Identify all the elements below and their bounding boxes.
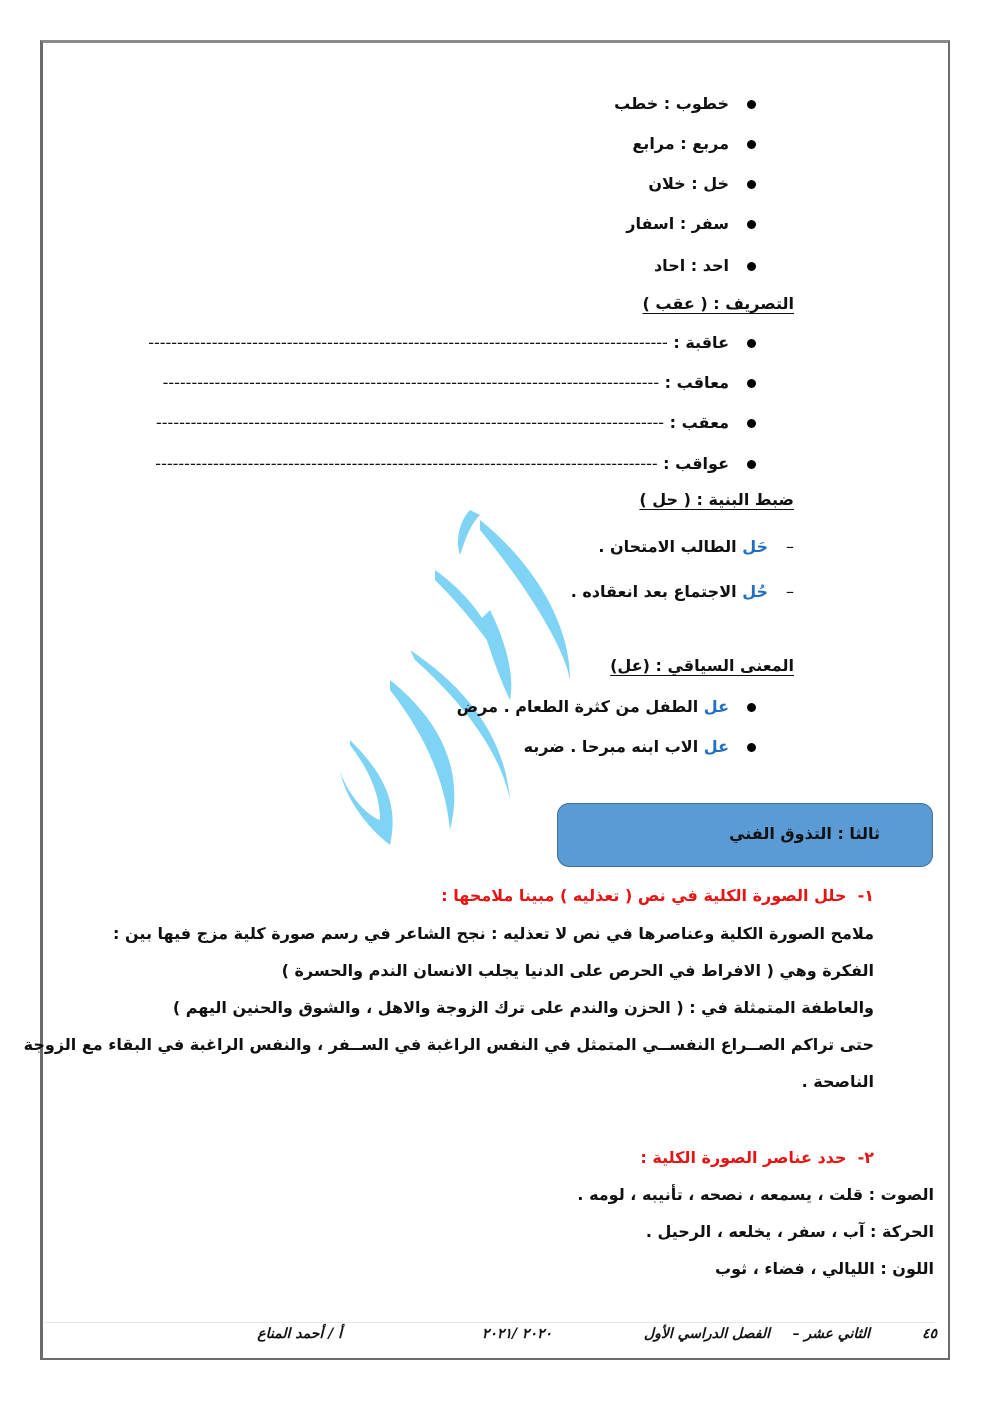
- sentence-text: الطفل من كثرة الطعام . مرض: [456, 697, 699, 716]
- list-item: [571, 582, 794, 601]
- bullet-icon: [747, 140, 756, 149]
- list-item: [155, 454, 756, 473]
- list-item: [598, 537, 794, 556]
- plural-text: خطوب : خطب: [614, 94, 729, 113]
- list-item: [148, 333, 756, 352]
- structure-heading: ضبط البنية : ( حل ): [639, 490, 794, 509]
- context-meaning-heading: المعنى السياقي : (عل): [610, 656, 794, 675]
- bullet-icon: [747, 703, 756, 712]
- conjugation-label: عاقبة :: [673, 333, 729, 352]
- answer-blank[interactable]: ------------------------------------------------------------------------------------------: [148, 333, 668, 352]
- answer-line: الصوت : قلت ، يسمعه ، نصحه ، تأنيبه ، لومه .: [577, 1185, 934, 1204]
- bullet-icon: [747, 460, 756, 469]
- footer-term: الفصل الدراسي الأول: [643, 1326, 770, 1342]
- answer-line: الفكرة وهي ( الافراط في الحرص على الدنيا يجلب الانسان الندم والحسرة ): [281, 961, 874, 980]
- list-item: [457, 697, 756, 716]
- footer-grade: الثاني عشر –: [792, 1326, 870, 1342]
- footer-divider: [45, 1322, 935, 1323]
- bullet-icon: [747, 379, 756, 388]
- list-item: [524, 737, 756, 756]
- plural-text: احد : احاد: [653, 256, 729, 275]
- bullet-icon: [747, 262, 756, 271]
- bullet-icon: [747, 180, 756, 189]
- list-item: [632, 134, 756, 153]
- bullet-icon: [747, 419, 756, 428]
- section-title: ثالثا : التذوق الفني: [729, 824, 880, 843]
- answer-line: حتى تراكم الصــراع النفســي المتمثل في النفس الراغبة في الســفر ، والنفس الراغبة في البقاء مع الزوجة: [23, 1035, 874, 1054]
- dash-icon: –: [786, 582, 794, 601]
- bullet-icon: [747, 100, 756, 109]
- bullet-icon: [747, 743, 756, 752]
- question-text: حلل الصورة الكلية في نص ( تعذليه ) مبينا ملامحها :: [441, 886, 847, 905]
- answer-line: ملامح الصورة الكلية وعناصرها في نص لا تعذليه : نجح الشاعر في رسم صورة كلية مزج فيها بين :: [113, 924, 874, 943]
- bullet-icon: [747, 220, 756, 229]
- answer-blank[interactable]: ----------------------------------------------------------------------------------------: [156, 413, 665, 432]
- conjugation-heading: التصريف : ( عقب ): [642, 294, 794, 313]
- question-number: ٢-: [857, 1148, 874, 1167]
- conjugation-label: معاقب :: [664, 373, 729, 392]
- answer-line: اللون : الليالي ، فضاء ، ثوب: [715, 1259, 934, 1278]
- question-text: حدد عناصر الصورة الكلية :: [640, 1148, 847, 1167]
- sentence-text: الاب ابنه مبرحا . ضربه: [523, 737, 699, 756]
- list-item: [156, 413, 756, 432]
- footer-author: أ / أحمد المناع: [257, 1326, 342, 1342]
- list-item: [648, 174, 756, 193]
- sentence-text: الاجتماع بعد انعقاده .: [570, 582, 737, 601]
- plural-text: مربع : مرابع: [632, 134, 729, 153]
- answer-blank[interactable]: ---------------------------------------------------------------------------------------: [155, 454, 658, 473]
- question-2-title: [640, 1148, 874, 1167]
- section-box: [557, 803, 933, 867]
- list-item: [163, 373, 756, 392]
- dash-icon: –: [786, 537, 794, 556]
- watermark-signature: [330, 500, 590, 860]
- answer-line: الحركة : آب ، سفر ، يخلعه ، الرحيل .: [645, 1222, 934, 1241]
- list-item: [654, 256, 756, 275]
- answer-line: الناصحة .: [801, 1072, 874, 1091]
- question-1-title: [441, 886, 874, 905]
- highlighted-word: حُل: [742, 582, 768, 601]
- list-item: [614, 94, 756, 113]
- highlighted-word: حَل: [742, 537, 768, 556]
- bullet-icon: [747, 339, 756, 348]
- page-number: ٤٥: [921, 1326, 937, 1342]
- answer-blank[interactable]: --------------------------------------------------------------------------------------: [162, 373, 660, 392]
- question-number: ١-: [857, 886, 874, 905]
- plural-text: سفر : اسفار: [626, 214, 729, 233]
- footer-year: ٢٠٢٠ /٢٠٢١: [481, 1326, 552, 1342]
- answer-line: والعاطفة المتمثلة في : ( الحزن والندم على ترك الزوجة والاهل ، والشوق والحنين اليهم ): [172, 998, 874, 1017]
- list-item: [626, 214, 756, 233]
- highlighted-word: عل: [703, 737, 729, 756]
- sentence-text: الطالب الامتحان .: [598, 537, 737, 556]
- plural-text: خل : خلان: [648, 174, 729, 193]
- highlighted-word: عل: [703, 697, 729, 716]
- conjugation-label: عواقب :: [663, 454, 729, 473]
- conjugation-label: معقب :: [669, 413, 729, 432]
